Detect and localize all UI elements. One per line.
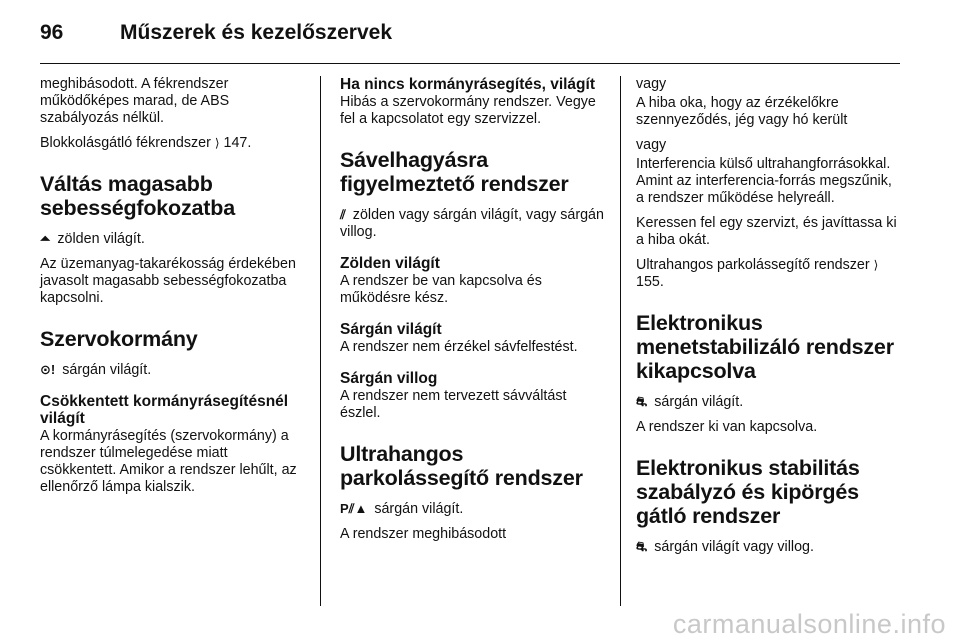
servo-status [40,361,305,379]
abs-reference-text: Blokkolásgátló fékrendszer [40,135,211,151]
esc-status [636,538,902,556]
cause-dirt: A hiba oka, hogy az érzékelőkre szennyeződés, jég vagy hó került [636,95,848,128]
heading-no-servo: Ha nincs kormányrásegítés, világít [340,76,595,93]
column-1 [40,76,305,504]
shift-status-text: zölden világít. [57,231,145,247]
no-servo-description: Hibás a szervokormány rendszer. Vegye fel a kapcsolatot egy szervizzel. [340,94,596,127]
or-text-2: vagy [636,137,667,153]
reference-arrow-icon: ⟩ [873,258,879,272]
parking-failure: A rendszer meghibásodott [340,526,507,542]
heading-green: Zölden világít [340,255,440,272]
column-3 [636,76,902,564]
esc-off-status [636,393,902,411]
shift-description: Az üzemanyag-takarékosság érdekében javasolt magasabb sebességfokozatba kapcsolni. [40,256,296,306]
heading-yellow-blink: Sárgán villog [340,370,438,387]
esc-off-icon: ⛐ [636,394,648,409]
heading-yellow: Sárgán világít [340,321,442,338]
heading-shift: Váltás magasabb sebességfokozatba [40,172,235,220]
parking-reference-page[interactable]: 155. [636,274,664,290]
cause-interference: Interferencia külső ultrahangforrásokkal. Amint az interferencia-forrás megszűnik, a rendszer működése helyreáll. [636,156,892,206]
column-divider-1 [320,76,321,606]
page-number: 96 [40,21,64,44]
heading-esc-off: Elektronikus menetstabilizáló rendszer kikapcsolva [636,311,894,383]
heading-reduced-assist: Csökkentett kormányrásegítésnél világít [40,393,289,427]
shift-status [40,230,305,248]
servo-status-text: sárgán világít. [62,362,152,378]
esc-icon: ⛐ [636,539,648,554]
yellow-description: A rendszer nem érzékel sávfelfestést. [340,339,578,355]
esc-off-status-text: sárgán világít. [654,394,744,410]
green-description: A rendszer be van kapcsolva és működésre kész. [340,273,542,306]
watermark: carmanualsonline.info [672,609,946,639]
parking-status [340,500,605,518]
reduced-assist-description: A kormányrásegítés (szervokormány) a rendszer túlmelegedése miatt csökkentett. Amikor a rendszer lehűlt, az ellenőrző lámpa kialszik. [40,428,297,495]
column-2 [340,76,605,551]
heading-esc: Elektronikus stabilitás szabályzó és kipörgés gátló rendszer [636,456,860,528]
page-header [40,16,392,50]
header-rule [40,63,900,64]
or-text-1: vagy [636,76,667,92]
parking-sensor-icon: P⫽▲ [340,501,368,516]
column-divider-2 [620,76,621,606]
parking-reference [636,257,902,291]
page-title: Műszerek és kezelőszervek [120,21,393,44]
lane-departure-icon: ⫽ [340,207,346,222]
esc-status-text: sárgán világít vagy villog. [654,539,814,555]
abs-reference-page[interactable]: 147. [223,135,252,151]
lane-status [340,206,605,241]
parking-reference-text: Ultrahangos parkolássegítő rendszer [636,257,870,273]
parking-status-text: sárgán világít. [374,501,464,517]
heading-lane-departure: Sávelhagyásra figyelmeztető rendszer [340,148,569,196]
steering-warning-icon: ⊙! [40,362,56,377]
yellow-blink-description: A rendszer nem tervezett sávváltást észlel. [340,388,567,421]
lane-status-text: zölden vagy sárgán világít, vagy sárgán villog. [340,207,604,240]
heading-parking-assist: Ultrahangos parkolássegítő rendszer [340,442,583,490]
abs-reference [40,135,305,152]
heading-servo: Szervokormány [40,327,198,351]
service-instruction: Keressen fel egy szervizt, és javíttassa ki a hiba okát. [636,215,897,248]
esc-off-description: A rendszer ki van kapcsolva. [636,419,818,435]
reference-arrow-icon: ⟩ [214,136,220,150]
shift-up-icon: ⏶ [40,231,51,246]
abs-text: meghibásodott. A fékrendszer működőképes marad, de ABS szabályozás nélkül. [40,76,230,126]
